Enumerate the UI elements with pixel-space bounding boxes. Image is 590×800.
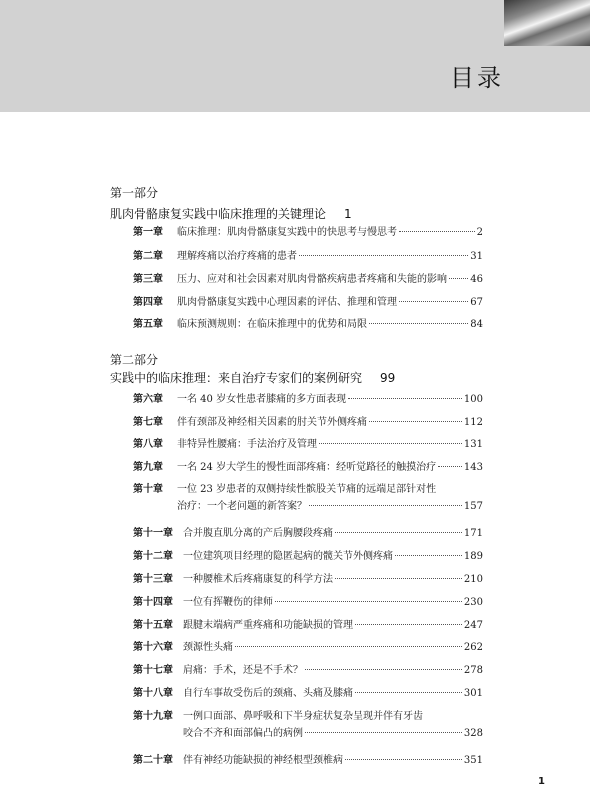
chapter-title: 伴有神经功能缺损的神经根型颈椎病	[183, 755, 343, 766]
chapter-number: 第十五章	[133, 620, 173, 631]
chapter-page: 157	[463, 501, 483, 512]
chapter-title: 非特异性腰痛：手法治疗及管理	[177, 439, 317, 450]
chapter-number: 第九章	[133, 462, 163, 473]
chapter-page: 171	[463, 528, 483, 539]
chapter-page: 247	[463, 620, 483, 631]
chapter-number: 第十六章	[133, 642, 173, 653]
leader-dots	[319, 443, 462, 444]
chapter-title: 临床预测规则：在临床推理中的优势和局限	[177, 319, 367, 330]
chapter-title: 颈源性头痛	[183, 642, 233, 653]
toc-entry[interactable]	[133, 710, 483, 740]
chapter-number: 第四章	[133, 297, 163, 308]
chapter-number: 第十四章	[133, 597, 173, 608]
part-title-text: 肌肉骨骼康复实践中临床推理的关键理论	[110, 207, 327, 221]
toc-entry[interactable]	[133, 250, 483, 263]
chapter-title: 一位 23 岁患者的双侧持续性髌股关节痛的远端足部针对性	[177, 484, 437, 495]
leader-dots	[335, 532, 462, 533]
page-title: 目录	[450, 64, 504, 92]
chapter-title: 伴有颈部及神经相关因素的肘关节外侧疼痛	[177, 417, 367, 428]
toc-entry[interactable]	[133, 619, 483, 632]
chapter-number: 第十七章	[133, 665, 173, 676]
chapter-title: 自行车事故受伤后的颈痛、头痛及膝痛	[183, 688, 353, 699]
toc-entry[interactable]	[133, 664, 483, 677]
toc-entry[interactable]	[133, 754, 483, 767]
leader-dots	[399, 231, 475, 232]
chapter-number: 第一章	[133, 227, 163, 238]
chapter-number: 第十章	[133, 484, 163, 495]
chapter-page: 143	[463, 462, 483, 473]
toc-entry[interactable]	[133, 527, 483, 540]
part-page: 1	[344, 207, 352, 221]
chapter-page: 31	[470, 251, 483, 262]
leader-dots	[355, 624, 462, 625]
part-page: 99	[380, 371, 396, 385]
chapter-number: 第十一章	[133, 528, 173, 539]
chapter-number: 第五章	[133, 319, 163, 330]
toc-entry[interactable]	[133, 273, 483, 286]
leader-dots	[235, 646, 462, 647]
chapter-page: 46	[470, 274, 483, 285]
part-title[interactable]	[110, 369, 395, 386]
chapter-number: 第三章	[133, 274, 163, 285]
toc-entry[interactable]	[133, 226, 483, 239]
leader-dots	[438, 466, 462, 467]
toc-entry[interactable]	[133, 461, 483, 474]
chapter-title: 合并腹直肌分离的产后胸腰段疼痛	[183, 528, 333, 539]
toc-entry[interactable]	[133, 296, 483, 309]
leader-dots	[395, 555, 462, 556]
part-label: 第一部分	[110, 186, 159, 200]
chapter-number: 第十二章	[133, 551, 173, 562]
chapter-page: 278	[463, 665, 483, 676]
chapter-number: 第七章	[133, 417, 163, 428]
chapter-number: 第十三章	[133, 574, 173, 585]
toc-entry[interactable]	[133, 573, 483, 586]
chapter-page: 262	[463, 642, 483, 653]
toc-entry[interactable]	[133, 687, 483, 700]
part-label: 第二部分	[110, 353, 159, 367]
leader-dots	[355, 692, 462, 693]
leader-dots	[348, 398, 462, 399]
chapter-title: 一名 40 岁女性患者膝痛的多方面表现	[177, 394, 347, 405]
part-title[interactable]	[110, 205, 352, 222]
leader-dots	[275, 601, 462, 602]
toc-entry[interactable]	[133, 318, 483, 331]
leader-dots	[369, 323, 468, 324]
chapter-page: 2	[476, 227, 483, 238]
part-title-text: 实践中的临床推理：来自治疗专家们的案例研究	[110, 371, 363, 385]
chapter-title: 一种腰椎术后疼痛康复的科学方法	[183, 574, 333, 585]
chapter-page: 328	[463, 728, 483, 739]
toc-entry[interactable]	[133, 550, 483, 563]
leader-dots	[335, 578, 462, 579]
chapter-title: 一名 24 岁大学生的慢性面部疼痛：经听觉路径的触摸治疗	[177, 462, 437, 473]
chapter-title: 一位有挥鞭伤的律师	[183, 597, 273, 608]
chapter-title: 理解疼痛以治疗疼痛的患者	[177, 251, 297, 262]
toc-entry[interactable]	[133, 483, 483, 513]
leader-dots	[399, 301, 468, 302]
chapter-title: 跟腱末端病严重疼痛和功能缺损的管理	[183, 620, 353, 631]
chapter-title: 压力、应对和社会因素对肌肉骨骼疾病患者疼痛和失能的影响	[177, 274, 447, 285]
chapter-page: 189	[463, 551, 483, 562]
leader-dots	[449, 278, 468, 279]
leader-dots	[345, 759, 462, 760]
chapter-number: 第八章	[133, 439, 163, 450]
chapter-title: 肩痛：手术，还是不手术？	[183, 665, 303, 676]
chapter-title: 一例口面部、鼻呼吸和下半身症状复杂呈现并伴有牙齿	[183, 711, 423, 722]
toc-entry[interactable]	[133, 641, 483, 654]
toc-entry[interactable]	[133, 416, 483, 429]
leader-dots	[305, 732, 462, 733]
chapter-page: 100	[463, 394, 483, 405]
chapter-number: 第六章	[133, 394, 163, 405]
chapter-page: 210	[463, 574, 483, 585]
chapter-number: 第十八章	[133, 688, 173, 699]
chapter-title: 肌肉骨骼康复实践中心理因素的评估、推理和管理	[177, 297, 397, 308]
toc-entry[interactable]	[133, 393, 483, 406]
chapter-number: 第二章	[133, 251, 163, 262]
leader-dots	[305, 669, 462, 670]
leader-dots	[309, 505, 462, 506]
chapter-title-continued: 治疗：一个老问题的新答案？	[177, 501, 307, 512]
chapter-page: 351	[463, 755, 483, 766]
chapter-number: 第二十章	[133, 755, 173, 766]
chapter-title: 一位建筑项目经理的隐匿起病的髋关节外侧疼痛	[183, 551, 393, 562]
toc-entry[interactable]	[133, 596, 483, 609]
chapter-page: 301	[463, 688, 483, 699]
leader-dots	[369, 421, 462, 422]
leader-dots	[299, 255, 468, 256]
chapter-page: 131	[463, 439, 483, 450]
toc-entry[interactable]	[133, 438, 483, 451]
chapter-page: 230	[463, 597, 483, 608]
page-number: 1	[538, 776, 545, 787]
chapter-page: 84	[470, 319, 483, 330]
chapter-title: 临床推理：肌肉骨骼康复实践中的快思考与慢思考	[177, 227, 397, 238]
chapter-number: 第十九章	[133, 711, 173, 722]
chapter-title-continued: 咬合不齐和面部偏凸的病例	[183, 728, 303, 739]
chapter-page: 67	[470, 297, 483, 308]
chapter-page: 112	[463, 417, 483, 428]
